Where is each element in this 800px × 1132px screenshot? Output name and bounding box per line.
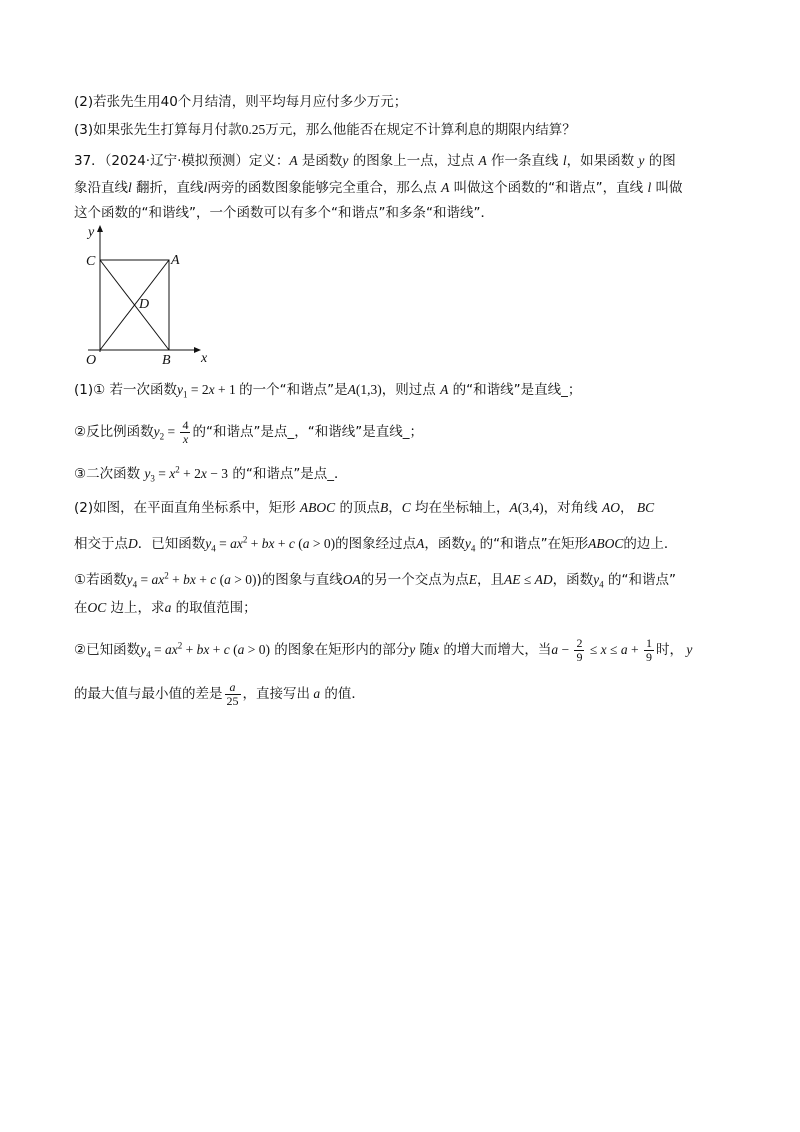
q37-part2-line2: 相交于点D．已知函数$y_4 = ax^2$ + bx + c (a > 0)的图象经过点A，函数$y_4$ 的“和谐点”在矩形ABOC的边上． bbox=[74, 534, 678, 554]
rectangle-figure bbox=[74, 222, 224, 367]
q37-part1-item3: ③二次函数 $y_3 = x^2 + 2x - 3$ 的“和谐点”是点_． bbox=[74, 464, 348, 484]
q37-part2-line1: (2)如图，在平面直角坐标系中，矩形 ABOC 的顶点B，C 均在坐标轴上，A(3,4)，对角线 AO， BC bbox=[74, 500, 655, 516]
q36-part2: (2)若张先生用40个月结清，则平均每月应付多少万元； bbox=[74, 94, 408, 110]
y-axis-arrow bbox=[97, 225, 103, 232]
q37-part2-item1-line1: ①若函数$y_4 = ax^2$ + bx + c (a > 0))的图象与直线OA的另一个交点为点E，且AE ≤ AD，函数$y_4$ 的“和谐点” bbox=[74, 570, 676, 590]
q37-part2-item2-line2: 的最大值与最小值的差是 $\frac{a}{25}$ ，直接写出 a 的值． bbox=[74, 679, 365, 708]
label-x: x bbox=[201, 351, 208, 366]
label-o: O bbox=[86, 353, 97, 367]
q37-definition-line3: 这个函数的“和谐线”，一个函数可以有多个“和谐点”和多条“和谐线”． bbox=[74, 205, 494, 221]
label-c: C bbox=[86, 254, 96, 269]
label-y: y bbox=[88, 225, 95, 240]
q37-part1-item2: ②反比例函数$y_2$ = $\frac{4}{x}$ 的“和谐点”是点_，“和谐线”是直线_； bbox=[74, 417, 423, 446]
q37-definition-line1: 37．（2024·辽宁·模拟预测）定义：A 是函数y 的图象上一点，过点 A 作一条直线 l，如果函数 y 的图 bbox=[74, 153, 676, 169]
label-b: B bbox=[162, 353, 171, 367]
q37-part2-item2-line1: ②已知函数$y_4 = ax^2$ + bx + c (a > 0) 的图象在矩形内的部分y 随x 的增大而增大，当a − $\frac{2}{9}$ ≤ x ≤ a + $\frac{1}{9}$ 时， y bbox=[74, 635, 693, 664]
q36-part3: (3)如果张先生打算每月付款0.25万元，那么他能否在规定不计算利息的期限内结算？ bbox=[74, 122, 576, 138]
q37-definition-line2: 象沿直线l 翻折，直线l两旁的函数图象能够完全重合，那么点 A 叫做这个函数的“和谐点”，直线 l 叫做 bbox=[74, 180, 683, 196]
x-axis-arrow bbox=[194, 347, 201, 353]
label-a: A bbox=[171, 253, 180, 268]
q37-part1-item1: (1)① 若一次函数$y_1 = 2x + 1$ 的一个“和谐点”是A(1,3)，则过点 A 的“和谐线”是直线_； bbox=[74, 382, 582, 400]
label-d: D bbox=[139, 297, 150, 312]
q37-part2-item1-line2: 在OC 边上，求a 的取值范围； bbox=[74, 600, 257, 616]
